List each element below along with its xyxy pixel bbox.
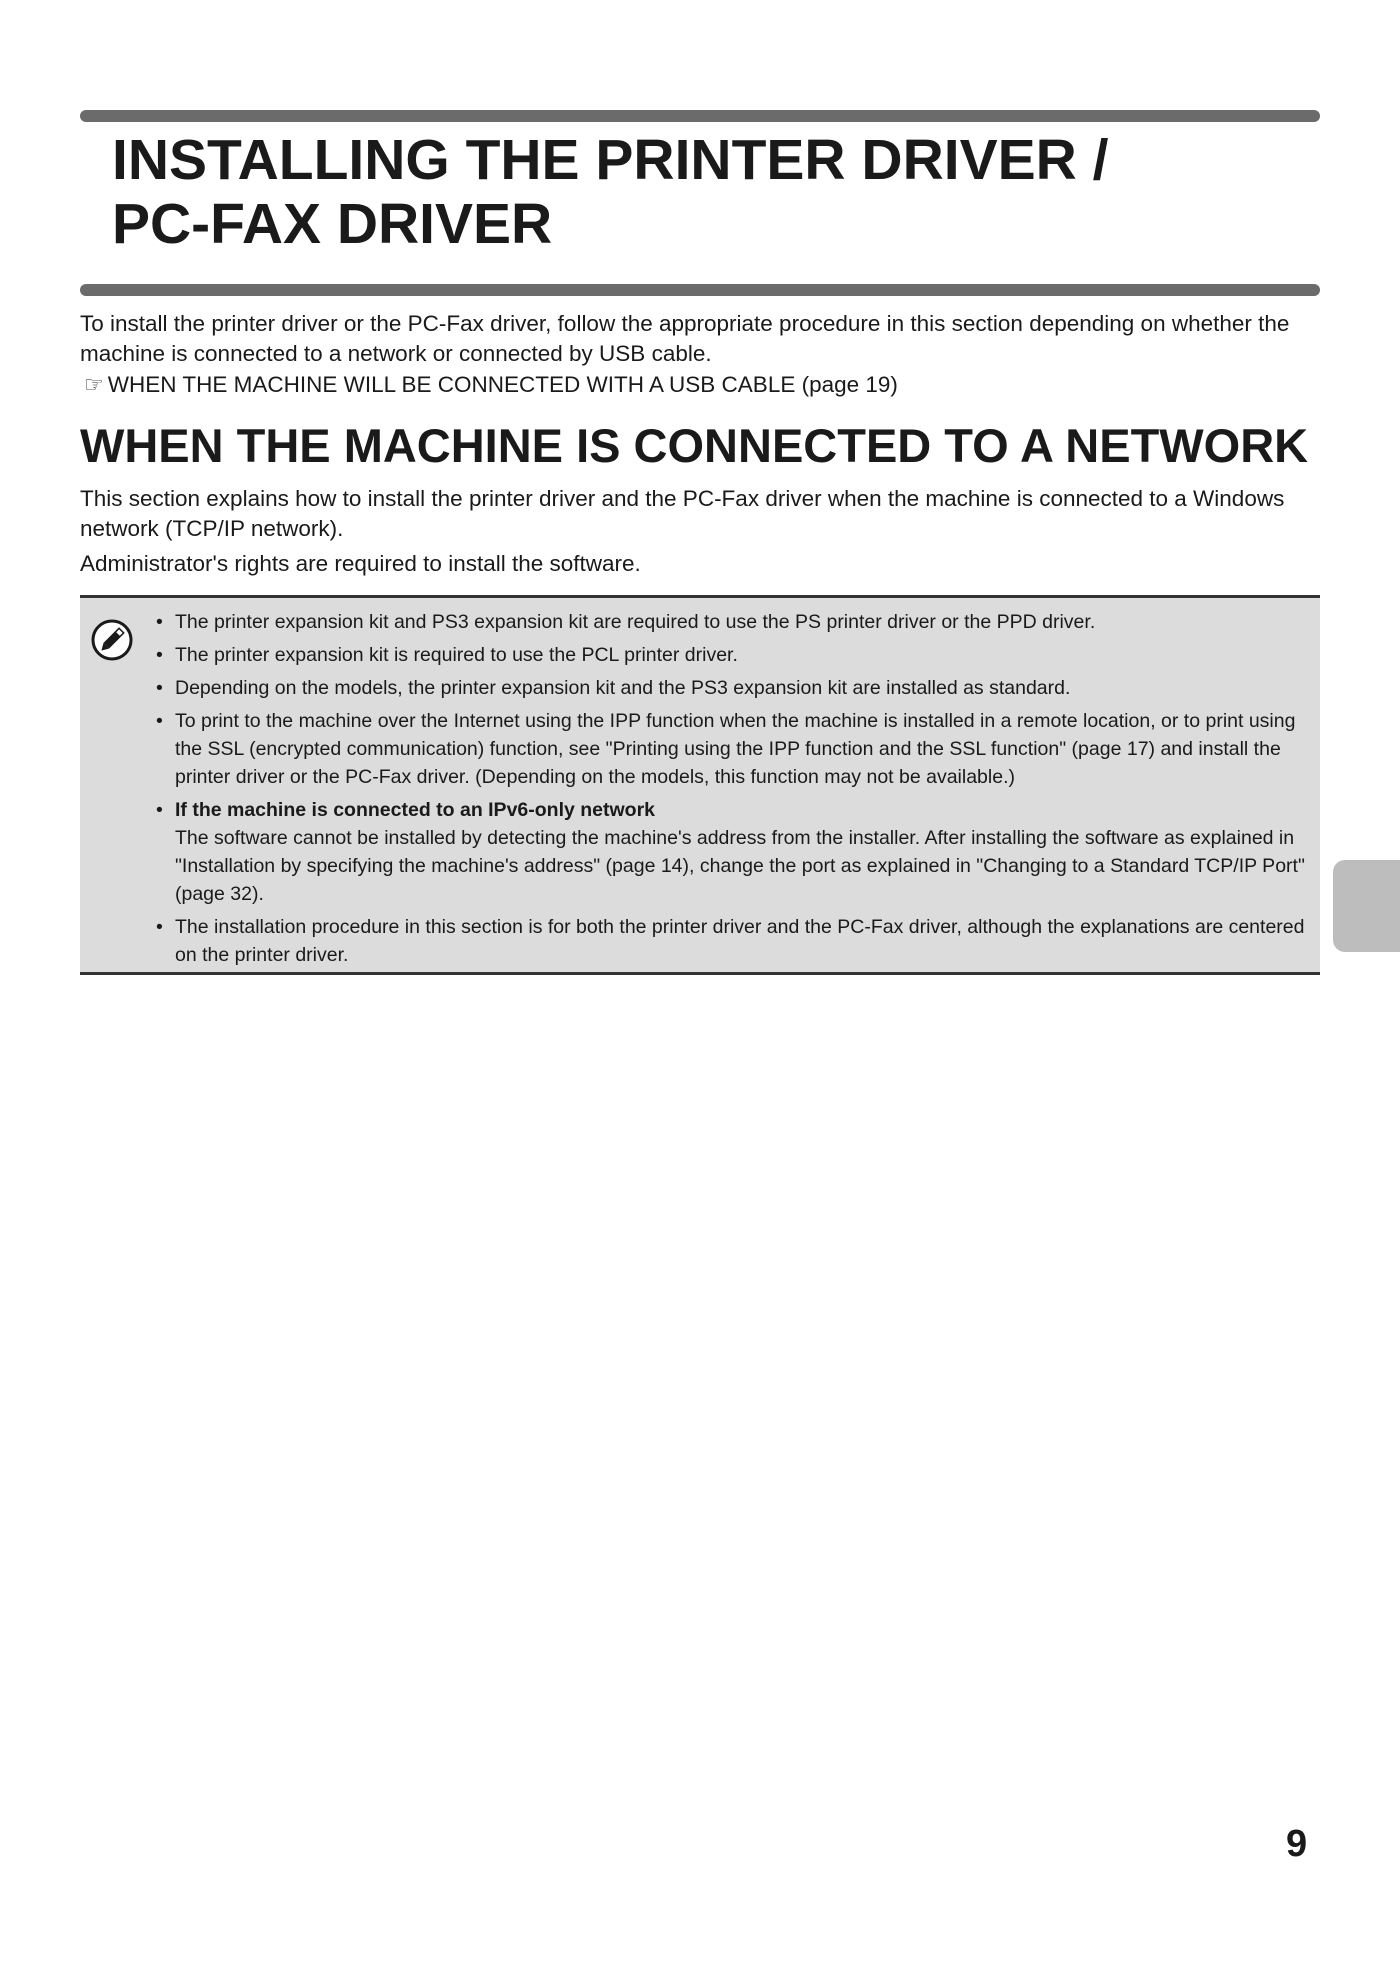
note-item: • The installation procedure in this section is for both the printer driver and the PC-Fax driver, although the explanations are centered on the printer driver. — [156, 913, 1306, 969]
note-item-text: The software cannot be installed by detecting the machine's address from the installer. After installing the software as explained in "Installation by specifying the machine's address" (page 14), change the port as explained in "Changing to a Standard TCP/IP Port" (page 32). — [175, 827, 1305, 905]
page-title — [112, 128, 1292, 256]
page-title-line-2: PC-FAX DRIVER — [112, 192, 553, 256]
pointing-hand-icon: ☞ — [84, 372, 104, 397]
page-number: 9 — [1286, 1823, 1308, 1865]
top-rule — [80, 110, 1320, 122]
note-item: • The printer expansion kit and PS3 expansion kit are required to use the PS printer driver or the PPD driver. — [156, 608, 1306, 636]
section-title: WHEN THE MACHINE IS CONNECTED TO A NETWORK — [80, 419, 1309, 472]
title-bottom-rule — [80, 284, 1320, 296]
intro-paragraph: To install the printer driver or the PC-Fax driver, follow the appropriate procedure in this section depending on whether the machine is connected to a network or connected by USB cable. — [80, 311, 1290, 366]
note-item: • Depending on the models, the printer expansion kit and the PS3 expansion kit are installed as standard. — [156, 674, 1306, 702]
note-box — [80, 595, 1320, 975]
chapter-side-tab — [1333, 860, 1400, 952]
note-list — [156, 608, 1306, 974]
note-item-heading: • If the machine is connected to an IPv6-only network — [175, 799, 656, 821]
usb-cross-reference-text: WHEN THE MACHINE WILL BE CONNECTED WITH A USB CABLE (page 19) — [107, 372, 898, 397]
note-item: • The printer expansion kit is required to use the PCL printer driver. — [156, 641, 1306, 669]
usb-cross-reference[interactable] — [84, 370, 898, 400]
note-item-ipv6 — [156, 796, 1306, 908]
admin-rights-note: Administrator's rights are required to install the software. — [80, 551, 641, 576]
pencil-note-icon — [90, 618, 134, 662]
section-body: This section explains how to install the printer driver and the PC-Fax driver when the machine is connected to a Windows network (TCP/IP network). — [80, 486, 1285, 541]
note-item: • To print to the machine over the Internet using the IPP function when the machine is installed in a remote location, or to print using the SSL (encrypted communication) function, see "Printing using the IPP function and the SSL function" (page 17) and install the printer driver or the PC-Fax driver. (Depending on the models, this function may not be available.) — [156, 707, 1306, 791]
page-title-line-1: INSTALLING THE PRINTER DRIVER / — [112, 128, 1109, 192]
